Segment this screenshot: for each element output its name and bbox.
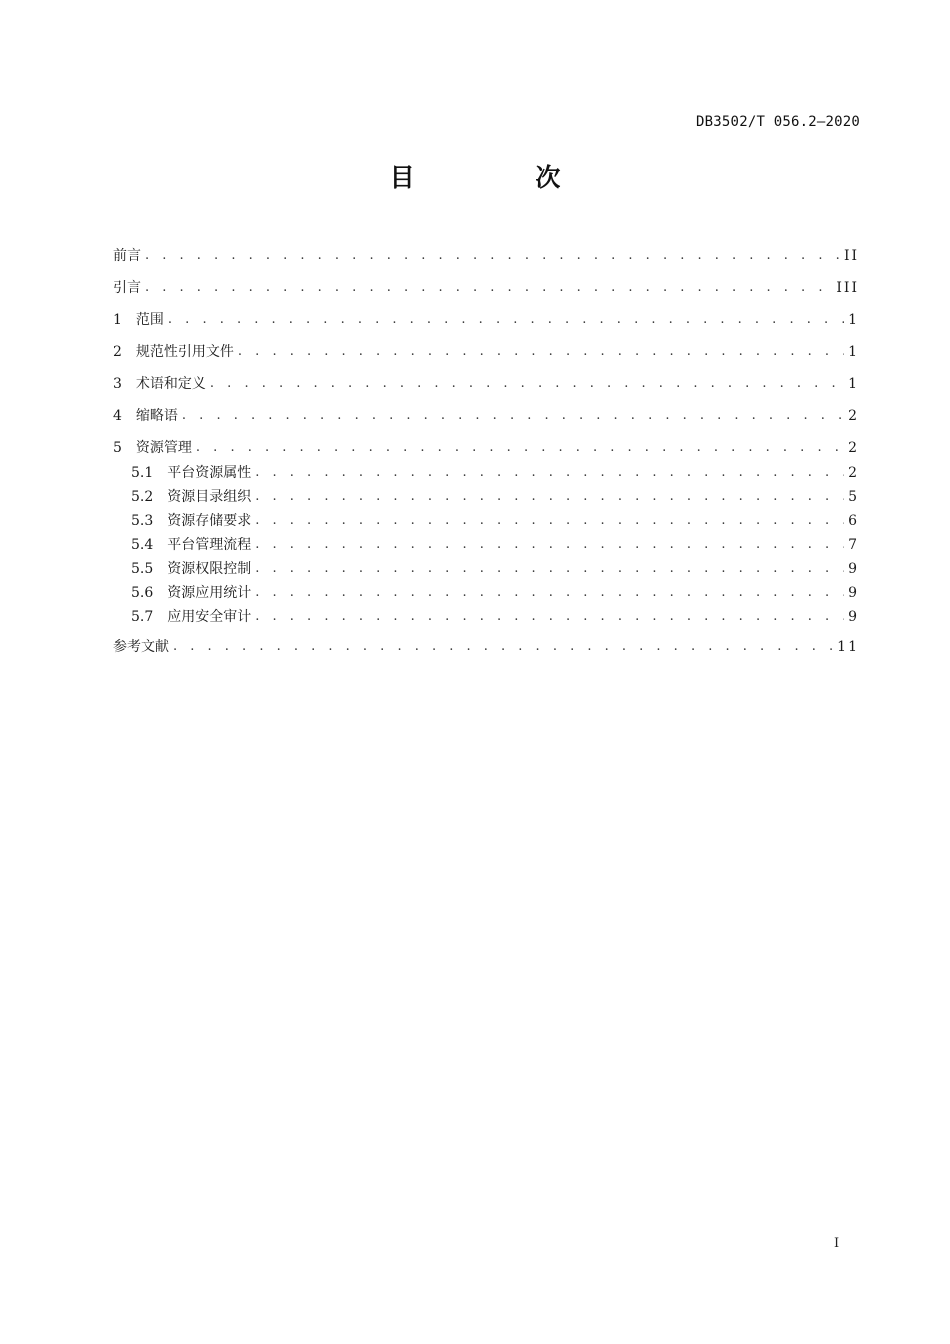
toc-dot-leader — [173, 636, 833, 658]
toc-entry-label: 术语和定义 — [135, 376, 206, 392]
toc-entry-page: 2 — [848, 465, 859, 481]
toc-entry-page: 5 — [848, 489, 859, 505]
toc-entry-number: 5.3 — [131, 513, 154, 529]
toc-dot-leader — [255, 558, 844, 580]
toc-entry-page: 1 — [848, 376, 859, 392]
toc-entry-abbreviations[interactable] — [113, 405, 859, 427]
toc-entry-label: 参考文献 — [113, 639, 169, 655]
toc-entry-page: 2 — [848, 408, 859, 424]
toc-entry-number: 5.2 — [131, 489, 154, 505]
toc-entry-page: 6 — [848, 513, 859, 529]
toc-entry-number: 5.5 — [131, 561, 154, 577]
toc-entry-5-2[interactable] — [131, 486, 859, 508]
toc-entry-label: 缩略语 — [135, 408, 178, 424]
toc-dot-leader — [196, 437, 844, 459]
toc-entry-normative-references[interactable] — [113, 341, 859, 363]
toc-entry-resource-management[interactable] — [113, 437, 859, 459]
toc-entry-page: 7 — [848, 537, 859, 553]
toc-entry-number: 5.6 — [131, 585, 154, 601]
toc-entry-5-6[interactable] — [131, 582, 859, 604]
toc-entry-label: 平台资源属性 — [167, 465, 252, 481]
toc-entry-terms-definitions[interactable] — [113, 373, 859, 395]
toc-entry-label: 资源管理 — [135, 440, 192, 456]
toc-entry-page: III — [836, 280, 859, 296]
toc-entry-label: 平台管理流程 — [167, 537, 252, 553]
toc-entry-page: 11 — [837, 639, 859, 655]
toc-entry-label: 资源目录组织 — [167, 489, 252, 505]
toc-entry-5-5[interactable] — [131, 558, 859, 580]
toc-entry-scope[interactable] — [113, 309, 859, 331]
toc-entry-label: 范围 — [135, 312, 164, 328]
toc-dot-leader — [255, 534, 844, 556]
toc-dot-leader — [255, 510, 844, 532]
toc-entry-number: 5.7 — [131, 609, 154, 625]
toc-dot-leader — [255, 486, 844, 508]
toc-entry-page: 9 — [848, 561, 859, 577]
toc-entry-number: 5.4 — [131, 537, 154, 553]
toc-entry-page: 1 — [848, 344, 859, 360]
toc-entry-introduction[interactable] — [113, 277, 859, 299]
toc-entry-label: 引言 — [113, 280, 141, 296]
toc-dot-leader — [255, 462, 844, 484]
toc-entry-number: 2 — [113, 344, 122, 360]
toc-entry-5-4[interactable] — [131, 534, 859, 556]
toc-entry-bibliography[interactable] — [113, 636, 859, 658]
toc-entry-page: II — [843, 248, 859, 264]
toc-entry-number: 1 — [113, 312, 122, 328]
toc-entry-label: 前言 — [113, 248, 141, 264]
toc-dot-leader — [255, 606, 844, 628]
toc-dot-leader — [168, 309, 844, 331]
toc-dot-leader — [145, 245, 840, 267]
toc-entry-page: 9 — [848, 585, 859, 601]
toc-dot-leader — [255, 582, 844, 604]
toc-entry-5-7[interactable] — [131, 606, 859, 628]
toc-entry-page: 1 — [848, 312, 859, 328]
toc-entry-5-3[interactable] — [131, 510, 859, 532]
toc-entry-label: 规范性引用文件 — [135, 344, 234, 360]
toc-dot-leader — [210, 373, 844, 395]
toc-entry-number: 4 — [113, 408, 122, 424]
toc-entry-number: 3 — [113, 376, 122, 392]
toc-entry-number: 5.1 — [131, 465, 154, 481]
toc-entry-label: 应用安全审计 — [167, 609, 252, 625]
toc-entry-foreword[interactable] — [113, 245, 859, 267]
toc-entry-5-1[interactable] — [131, 462, 859, 484]
toc-entry-label: 资源存储要求 — [167, 513, 252, 529]
toc-dot-leader — [182, 405, 844, 427]
toc-title: 目 次 — [389, 163, 617, 192]
toc-dot-leader — [145, 277, 832, 299]
page-number: I — [834, 1236, 840, 1251]
document-code: DB3502/T 056.2—2020 — [696, 114, 860, 130]
toc-dot-leader — [238, 341, 844, 363]
toc-entry-page: 2 — [848, 440, 859, 456]
toc-entry-number: 5 — [113, 440, 122, 456]
toc-entry-label: 资源权限控制 — [167, 561, 252, 577]
toc-entry-label: 资源应用统计 — [167, 585, 252, 601]
toc-entry-page: 9 — [848, 609, 859, 625]
